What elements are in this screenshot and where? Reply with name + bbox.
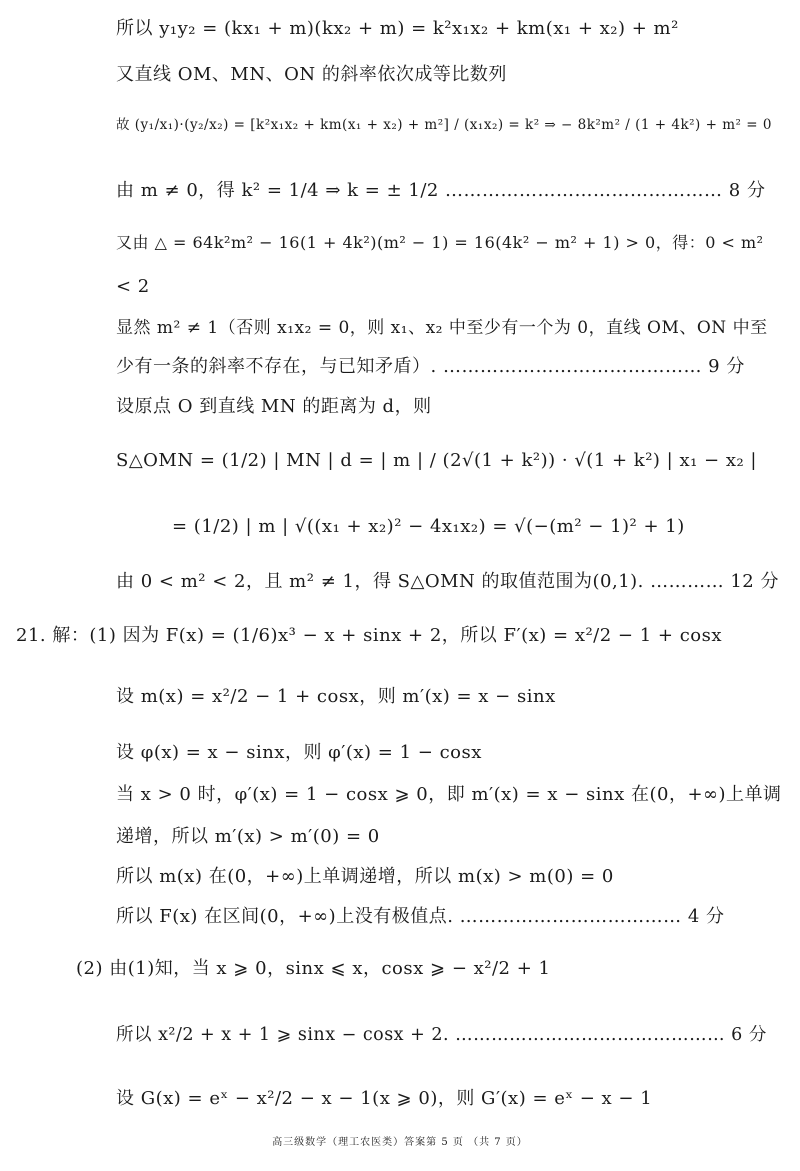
solution-line-12: 由 0 < m² < 2，且 m² ≠ 1，得 S△OMN 的取值范围为(0,1). ………… 12 分: [116, 571, 779, 592]
solution-line-3: 故 (y₁/x₁)·(y₂/x₂) = [k²x₁x₂ + km(x₁ + x₂) + m²] / (x₁x₂) = k² ⇒ − 8k²m² / (1 + 4k²) + m² = 0: [116, 117, 772, 133]
solution-line-16: 当 x > 0 时，φ′(x) = 1 − cosx ⩾ 0，即 m′(x) = x − sinx 在(0，+∞)上单调: [116, 784, 782, 805]
solution-line-15: 设 φ(x) = x − sinx，则 φ′(x) = 1 − cosx: [116, 742, 482, 763]
solution-line-17: 递增，所以 m′(x) > m′(0) = 0: [116, 826, 380, 847]
page-footer: 高三级数学（理工农医类）答案第 5 页 （共 7 页）: [272, 1137, 528, 1148]
solution-line-6: < 2: [116, 276, 150, 297]
solution-line-9: 设原点 O 到直线 MN 的距离为 d，则: [116, 396, 432, 417]
solution-line-18: 所以 m(x) 在(0，+∞)上单调递增，所以 m(x) > m(0) = 0: [116, 866, 614, 887]
solution-line-5: 又由 △ = 64k²m² − 16(1 + 4k²)(m² − 1) = 16(4k² − m² + 1) > 0，得：0 < m²: [116, 233, 764, 252]
solution-line-7: 显然 m² ≠ 1（否则 x₁x₂ = 0，则 x₁、x₂ 中至少有一个为 0，直线 OM、ON 中至: [116, 318, 768, 338]
solution-line-11: = (1/2) | m | √((x₁ + x₂)² − 4x₁x₂) = √(−(m² − 1)² + 1): [172, 516, 685, 537]
solution-line-22: 设 G(x) = eˣ − x²/2 − x − 1(x ⩾ 0)，则 G′(x) = eˣ − x − 1: [116, 1088, 653, 1109]
question-21-part-2: (2) 由(1)知，当 x ⩾ 0，sinx ⩽ x，cosx ⩾ − x²/2 + 1: [76, 958, 551, 979]
solution-line-19: 所以 F(x) 在区间(0，+∞)上没有极值点. ……………………………… 4 分: [116, 906, 725, 927]
solution-line-14: 设 m(x) = x²/2 − 1 + cosx，则 m′(x) = x − sinx: [116, 686, 556, 707]
solution-line-21: 所以 x²/2 + x + 1 ⩾ sinx − cosx + 2. ……………………………………… 6 分: [116, 1025, 767, 1045]
question-21-header: 21. 解：(1) 因为 F(x) = (1/6)x³ − x + sinx + 2，所以 F′(x) = x²/2 − 1 + cosx: [16, 625, 723, 646]
solution-line-8: 少有一条的斜率不存在，与已知矛盾）. …………………………………… 9 分: [116, 356, 745, 377]
solution-line-2: 又直线 OM、MN、ON 的斜率依次成等比数列: [116, 64, 507, 85]
solution-line-4: 由 m ≠ 0，得 k² = 1/4 ⇒ k = ± 1/2 ……………………………………… 8 分: [116, 180, 766, 201]
solution-line-10: S△OMN = (1/2) | MN | d = | m | / (2√(1 + k²)) · √(1 + k²) | x₁ − x₂ |: [116, 450, 757, 471]
solution-line-1: 所以 y₁y₂ = (kx₁ + m)(kx₂ + m) = k²x₁x₂ + km(x₁ + x₂) + m²: [116, 18, 679, 39]
